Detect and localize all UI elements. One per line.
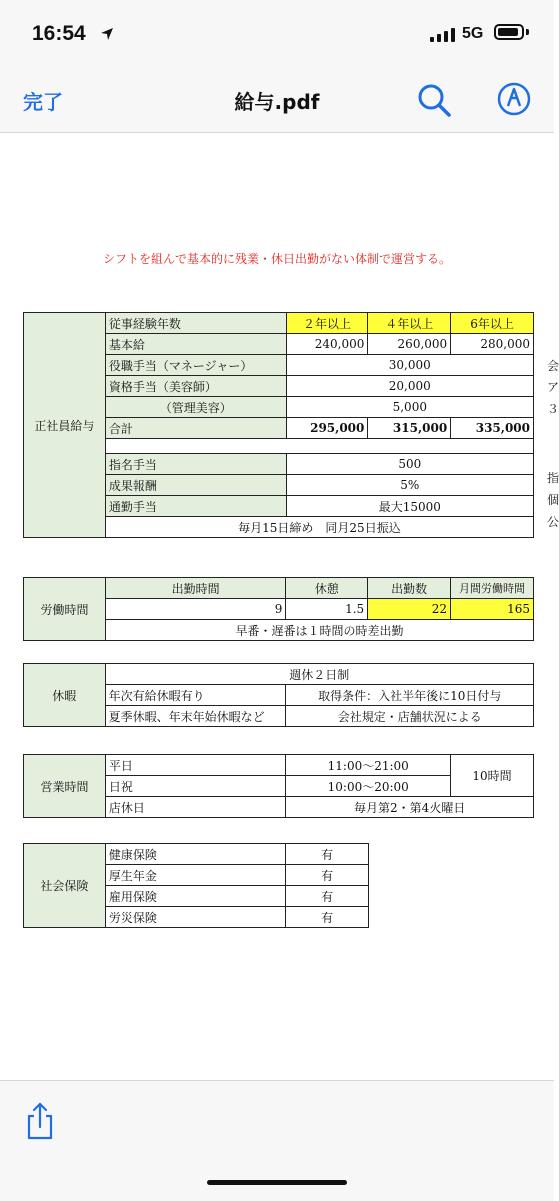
- base-val: 260,000: [368, 334, 451, 355]
- summer-leave-cond: 会社規定・店舗状況による: [286, 706, 534, 727]
- nom-label: 指名手当: [105, 454, 286, 475]
- weekday-label: 平日: [105, 755, 286, 776]
- total-val: 295,000: [286, 418, 368, 439]
- markup-icon[interactable]: [496, 81, 532, 117]
- nav-bar: [0, 70, 554, 133]
- holiday-label: 日祝: [105, 776, 286, 797]
- signal-icon: [430, 28, 456, 42]
- duration-val: 10時間: [451, 755, 534, 797]
- base-val: 280,000: [451, 334, 534, 355]
- qual-label: 資格手当（美容師）: [105, 376, 286, 397]
- spacer-row: [105, 439, 533, 454]
- insurance-name: 厚生年金: [105, 865, 285, 886]
- holiday-val: 10:00～20:00: [286, 776, 451, 797]
- weekday-val: 11:00～21:00: [286, 755, 451, 776]
- insurance-name: 健康保険: [105, 844, 285, 865]
- exp-col: ４年以上: [368, 313, 451, 334]
- home-indicator[interactable]: [207, 1180, 347, 1185]
- battery-icon: [494, 24, 524, 40]
- bottom-toolbar: [0, 1080, 554, 1201]
- work-value: 165: [451, 599, 534, 620]
- commute-label: 通勤手当: [105, 496, 286, 517]
- work-hours-table: [23, 577, 534, 641]
- nom-val: 500: [286, 454, 533, 475]
- closed-val: 毎月第2・第4火曜日: [286, 797, 534, 818]
- pdf-page[interactable]: [0, 133, 559, 1080]
- leave-section-label: 休暇: [24, 664, 106, 727]
- perf-val: 5%: [286, 475, 533, 496]
- insurance-val: 有: [286, 907, 369, 928]
- salary-section-label: 正社員給与: [24, 313, 106, 538]
- share-icon[interactable]: [24, 1101, 56, 1141]
- commute-val: 最大15000: [286, 496, 533, 517]
- base-val: 240,000: [286, 334, 368, 355]
- leave-table: [23, 663, 534, 727]
- total-val: 315,000: [368, 418, 451, 439]
- search-icon[interactable]: [416, 82, 452, 118]
- salary-table: [23, 312, 534, 538]
- business-hours-table: [23, 754, 534, 818]
- policy-notice: シフトを組んで基本的に残業・休日出勤がない体制で運営する。: [102, 252, 451, 266]
- insurance-table: [23, 843, 369, 928]
- work-value: 22: [368, 599, 451, 620]
- paid-leave-cond: 取得条件：入社半年後に10日付与: [286, 685, 534, 706]
- clipped-text: ア: [547, 380, 559, 394]
- position-val: 30,000: [286, 355, 533, 376]
- base-label: 基本給: [105, 334, 286, 355]
- work-header: 出勤数: [368, 578, 451, 599]
- paid-leave-label: 年次有給休暇有り: [105, 685, 286, 706]
- weekly-off: 週休２日制: [105, 664, 533, 685]
- work-header: 休憩: [286, 578, 368, 599]
- clipped-text: 会: [547, 359, 559, 373]
- status-time: 16:54: [32, 22, 86, 45]
- work-header: 月間労働時間: [451, 578, 534, 599]
- clipped-text: 公: [547, 515, 559, 529]
- hours-section-label: 営業時間: [24, 755, 106, 818]
- exp-col: 6年以上: [451, 313, 534, 334]
- clipped-text: 指: [547, 471, 559, 485]
- work-value: 9: [105, 599, 286, 620]
- mgr-val: 5,000: [286, 397, 533, 418]
- closed-label: 店休日: [105, 797, 286, 818]
- insurance-val: 有: [286, 886, 369, 907]
- insurance-name: 雇用保険: [105, 886, 285, 907]
- qual-val: 20,000: [286, 376, 533, 397]
- position-label: 役職手当（マネージャー）: [105, 355, 286, 376]
- status-bar: [0, 0, 554, 70]
- perf-label: 成果報酬: [105, 475, 286, 496]
- mgr-label: （管理美容）: [105, 397, 286, 418]
- clipped-text: 個: [547, 493, 559, 507]
- total-label: 合計: [105, 418, 286, 439]
- exp-label: 従事経験年数: [105, 313, 286, 334]
- work-value: 1.5: [286, 599, 368, 620]
- location-arrow-icon: [100, 27, 114, 41]
- network-type: 5G: [462, 25, 484, 42]
- clipped-text: ３: [547, 402, 559, 416]
- battery-cap: [526, 29, 529, 35]
- insurance-val: 有: [286, 865, 369, 886]
- total-val: 335,000: [451, 418, 534, 439]
- insurance-name: 労災保険: [105, 907, 285, 928]
- work-section-label: 労働時間: [24, 578, 106, 641]
- insurance-section-label: 社会保険: [24, 844, 106, 928]
- document-title: 給与.pdf: [234, 90, 320, 114]
- summer-leave-label: 夏季休暇、年末年始休暇など: [105, 706, 286, 727]
- work-note: 早番・遅番は１時間の時差出勤: [105, 620, 533, 641]
- work-header: 出勤時間: [105, 578, 286, 599]
- insurance-val: 有: [286, 844, 369, 865]
- pay-note: 毎月15日締め 同月25日振込: [105, 517, 533, 538]
- exp-col: ２年以上: [286, 313, 368, 334]
- done-button[interactable]: 完了: [23, 90, 63, 114]
